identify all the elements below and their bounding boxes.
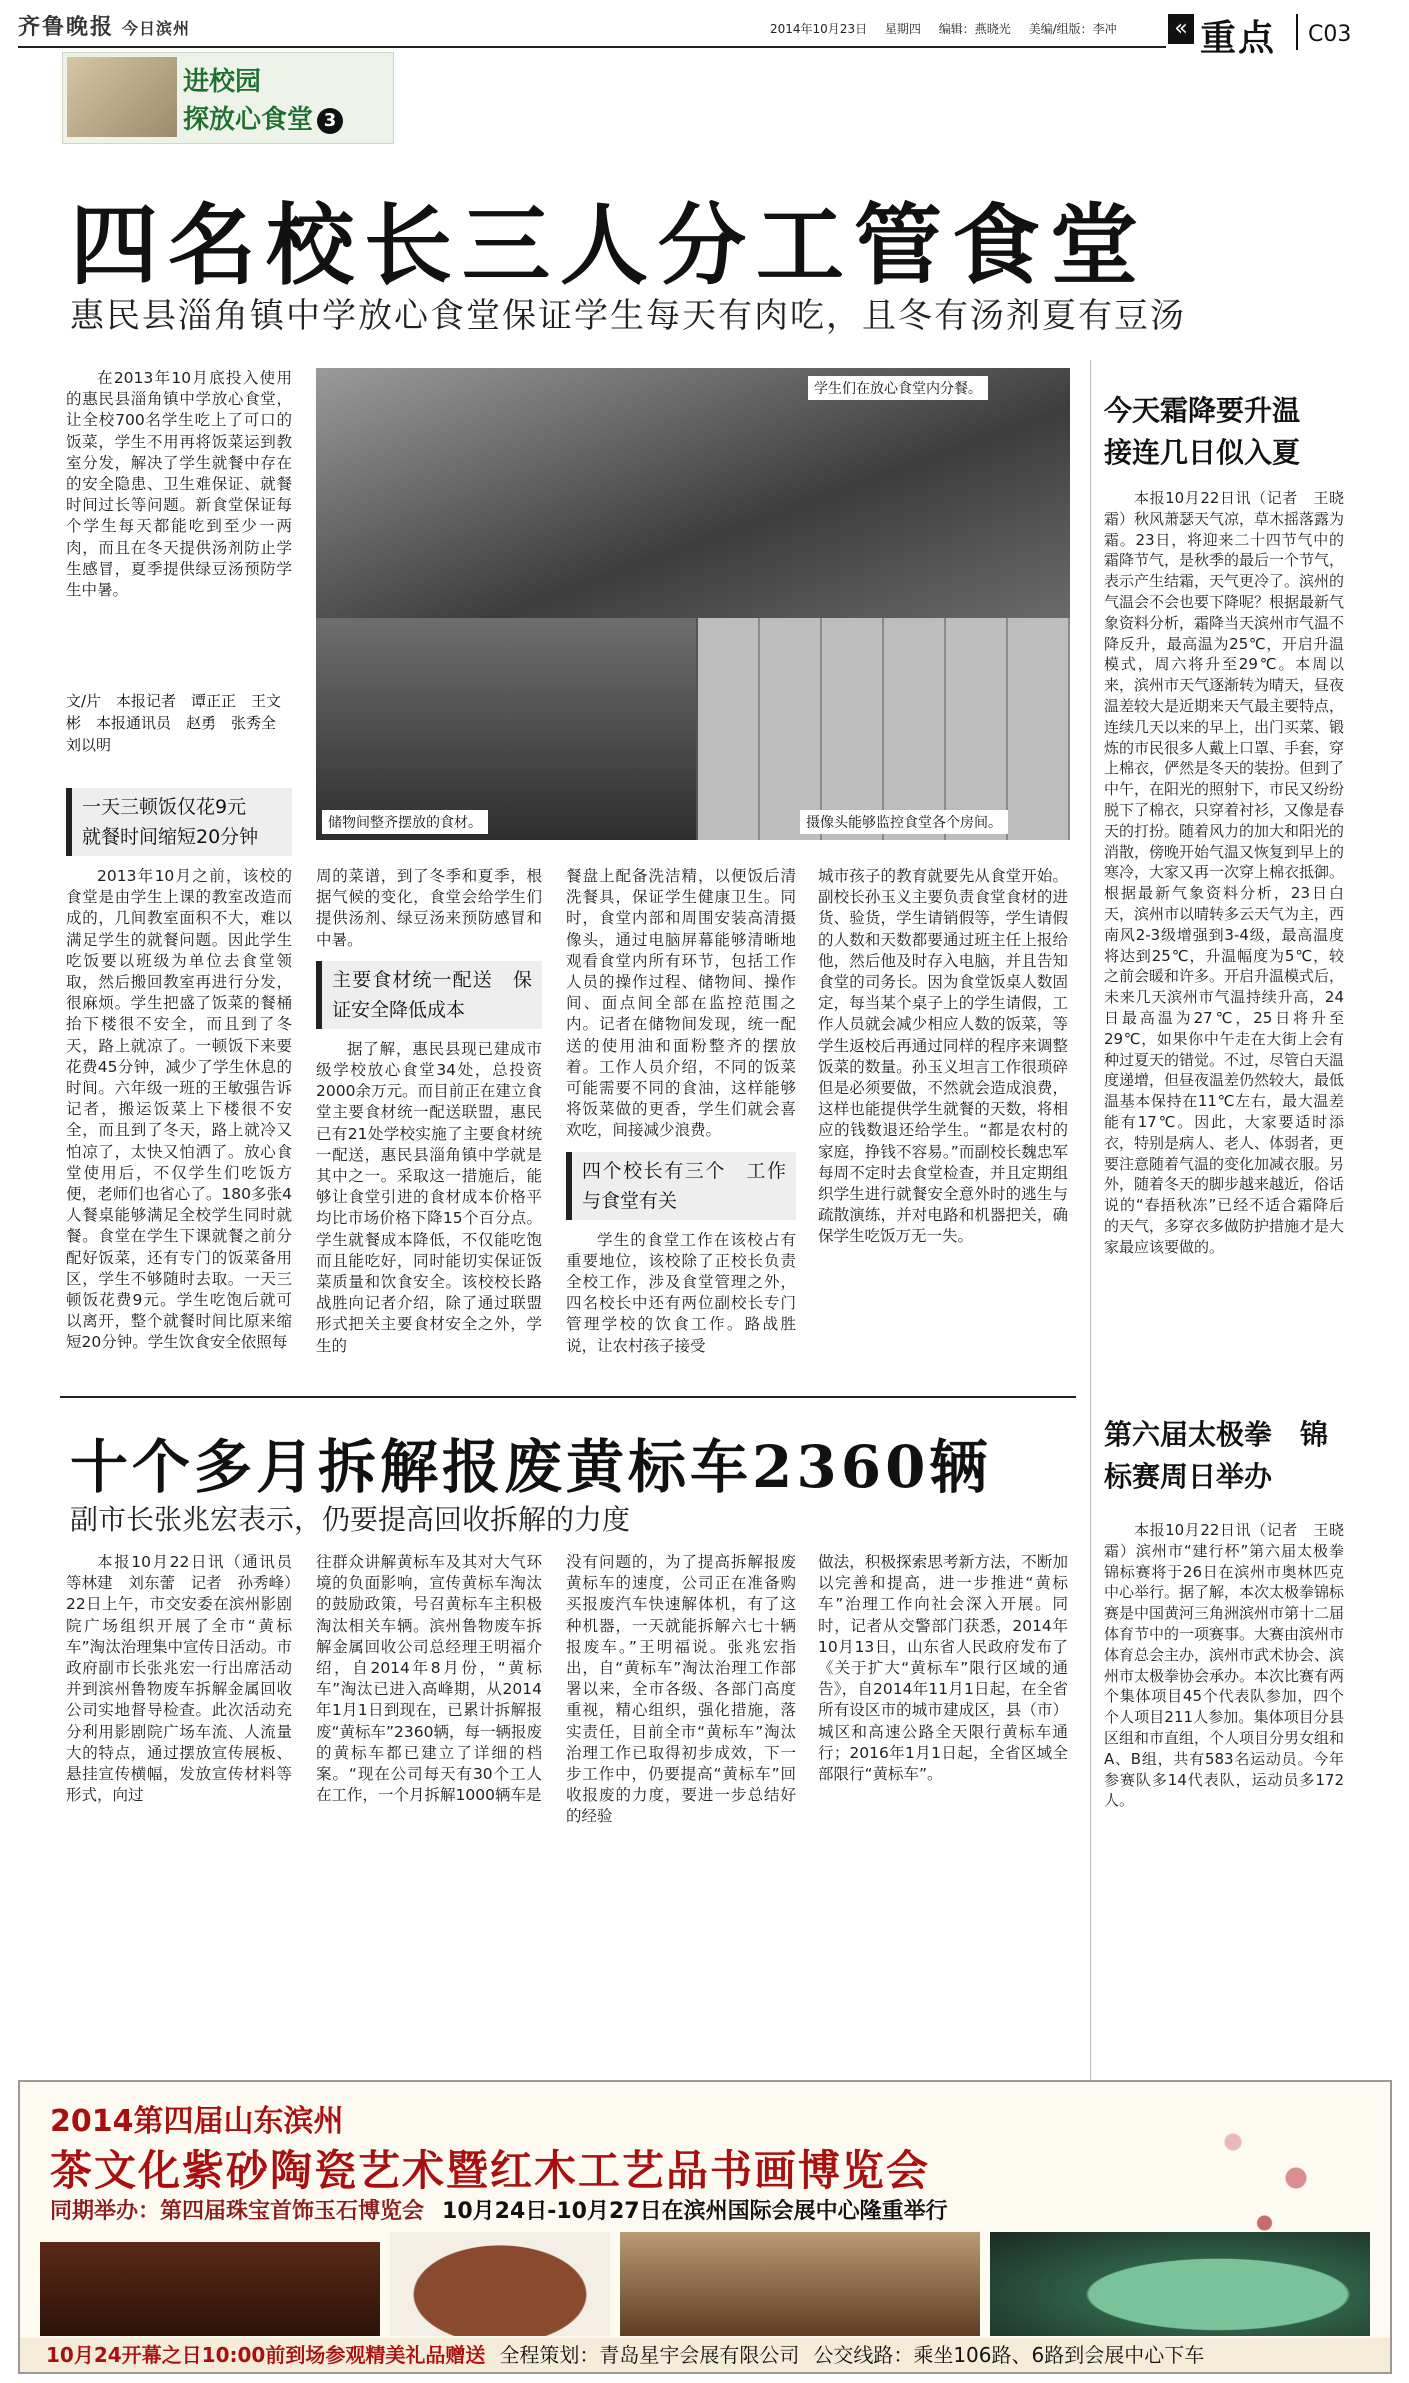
story-divider bbox=[60, 1396, 1076, 1398]
story2-col3 bbox=[566, 1552, 796, 1828]
ad-dates: 10月24日-10月27日在滨州国际会展中心隆重举行 bbox=[442, 2199, 948, 2224]
story1-byline: 文/片 本报记者 谭正正 王文彬 本报通讯员 赵勇 张秀全 刘以明 bbox=[66, 692, 292, 754]
story1-headline: 四名校长三人分工管食堂 bbox=[70, 193, 1149, 297]
series-badge bbox=[62, 52, 394, 144]
story2-headline: 十个多月拆解报废黄标车2360辆 bbox=[70, 1433, 992, 1501]
series-photo bbox=[67, 57, 177, 137]
series-title-line2 bbox=[183, 99, 343, 136]
expo-advertisement bbox=[18, 2080, 1392, 2374]
series-title-line1: 进校园 bbox=[183, 67, 262, 97]
story1-photo bbox=[316, 368, 1070, 840]
story2-col2 bbox=[316, 1552, 542, 1806]
story1-col2-text: 周的菜谱，到了冬季和夏季，根据气候的变化，食堂会给学生们提供汤剂、绿豆汤来预防感冒和中暑。 bbox=[316, 867, 542, 949]
story1-subhead: 惠民县淄角镇中学放心食堂保证学生每天有肉吃，且冬有汤剂夏有豆汤 bbox=[70, 296, 1186, 336]
story1-col4 bbox=[818, 866, 1068, 1248]
issue-weekday: 星期四 bbox=[884, 22, 921, 36]
ad-teapot-photo bbox=[390, 2232, 610, 2336]
story1-lead bbox=[66, 368, 292, 601]
story2-col2-text: 往群众讲解黄标车及其对大气环境的负面影响，宣传黄标车淘汰的鼓励政策，号召黄标车主积极淘汰相关车辆。滨州鲁物废车拆解金属回收公司总经理王明福介绍，自2014年8月份，“黄标车”淘汰已进入高峰期，从2014年1月1日到现在，已累计拆解报废“黄标车”2360辆，每一辆报废的黄标车都已建立了详细的档案。“现在公司每天有30个工人在工作，一个月拆解1000辆车是 bbox=[316, 1553, 543, 1805]
ad-planner: 全程策划：青岛星宇会展有限公司 bbox=[499, 2343, 800, 2367]
story2-col4-text: 做法，积极探索思考新方法，不断加以完善和提高，进一步推进“黄标车”治理工作向社会深入开展。同时，记者从交警部门获悉，2014年10月13日，山东省人民政府发布了《关于扩大“黄标车”限行区域的通告》，自2014年11月1日起，在全省所有设区市的城市建成区，县（市）城区和高速公路全天限行黄标车通行；2016年1月1日起，全省区域全部限行“黄标车”。 bbox=[818, 1553, 1068, 1784]
header-rule bbox=[18, 46, 1166, 48]
series-title-text: 探放心食堂 bbox=[183, 105, 314, 135]
right1-body bbox=[1104, 488, 1344, 1257]
right1-body-text: 本报10月22日讯（记者 王晓霜）秋风萧瑟天气凉，草木摇落露为霜。23日，将迎来二十四节气中的霜降节气，是秋季的最后一个节气，表示产生结霜，天气更冷了。滨州的气温会不会也要下降呢？根据最新气象资料分析，霜降当天滨州市气温不降反升，最高温为25℃，开启升温模式，周六将升至29℃。本周以来，滨州市天气逐渐转为晴天，昼夜温差较大是近期来天气最主要特点，连续几天以来的早上，出门买菜、锻炼的市民很多人戴上口罩、手套，穿上棉衣，俨然是冬天的装扮。但到了中午，在阳光的照射下，市民又纷纷脱下了棉衣，只穿着衬衫，又像是春天的打扮。随着风力的加大和阳光的消散，傍晚开始气温又恢复到早上的寒冷，大家又再一次穿上棉衣抵御。根据最新气象资料分析，23日白天，滨州市以晴转多云天气为主，西南风2-3级增强到3-4级，最高温度将达到25℃，升温幅度为5℃，较之前会暖和许多。开启升温模式后，未来几天滨州市气温持续升高，24日最高温为27℃，25日将升至29℃，如果你中午走在大街上会有种过夏天的错觉。不过，尽管白天温度递增，但昼夜温差仍然较大，最低温基本保持在11℃左右，最大温差能有17℃。因此，大家要适时添衣，特别是病人、老人、体弱者，更要注意随着气温的变化加减衣服。另外，随着冬天的脚步越来越近，俗话说的“春捂秋冻”已经不适合霜降后的天气，多穿衣多做防护措施才是大家最应该要做的。 bbox=[1104, 489, 1345, 1256]
story1-col2b-text: 据了解，惠民县现已建成市级学校放心食堂34处，总投资2000余万元。而目前正在建立食堂主要食材统一配送联盟，惠民已有21处学校实施了主要食材统一配送，惠民县淄角镇中学就是其中之一。采取这一措施后，能够让食堂引进的食材成本价格平均比市场价格下降15个百分点。学生就餐成本降低，不仅能吃饱而且能吃好，同时能切实保证饭菜质量和饮食安全。该校校长路战胜向记者介绍，除了通过联盟形式把关主要食材安全之外，学生的 bbox=[316, 1039, 542, 1355]
story2-col4 bbox=[818, 1552, 1068, 1785]
story1-col2 bbox=[316, 866, 542, 1357]
editor-credit: 编辑：燕晓光 bbox=[938, 22, 1011, 36]
box2-heading: 主要食材统一配送 保证安全降低成本 bbox=[316, 961, 542, 1029]
story1-col1-text: 2013年10月之前，该校的食堂是由学生上课的教室改造而成的，几间教室面积不大，难以满足学生的就餐问题。因此学生吃饭要以班级为单位去食堂领取，然后搬回教室再进行分发，很麻烦。学生把盛了饭菜的餐桶抬下楼很不安全，而且到了冬天，路上就凉了。一顿饭下来要花费45分钟，减少了学生休息的时间。六年级一班的王敏强告诉记者，搬运饭菜上下楼很不安全，而且到了冬天，路上就冷又怕凉了，太快又怕洒了。放心食堂使用后，不仅学生们吃饭方便，老师们也省心了。180多张4人餐桌能够满足全校学生同时就餐。食堂在学生下课就餐之前分配好饭菜，还有专门的饭菜备用区，学生不够随时去取。一天三顿饭花费9元。学生吃饱后就可以离开，整个就餐时间比原来缩短20分钟。学生饮食安全依照每 bbox=[66, 867, 292, 1352]
story1-col4-text: 城市孩子的教育就要先从食堂开始。副校长孙玉义主要负责食堂食材的进货、验货，学生请销假等，学生请假的人数和天数都要通过班主任上报给他，然后他及时存入电脑，并且告知食堂的司务长。因为食堂饭桌人数固定，每当某个桌子上的学生请假，工作人员就会减少相应人数的饭菜，等学生返校后再通过同样的程序来调整饭菜的数量。孙玉义坦言工作很琐碎但是必须要做，不然就会造成浪费，这样也能提供学生就餐的天数，将相应的钱数退还给学生。“都是农村的家庭，挣钱不容易。”而副校长魏忠军每周不定时去食堂检查，并且定期组织学生进行就餐安全意外时的逃生与疏散演练，并对电路和机器把关，确保学生吃饭万无一失。 bbox=[818, 867, 1068, 1246]
story2-col1-text: 本报10月22日讯（通讯员 等林建 刘东蕾 记者 孙秀峰）22日上午，市交安委在滨州影剧院广场组织开展了全市“黄标车”淘汰治理集中宣传日活动。市政府副市长张兆宏一行出席活动并到滨州鲁物废车拆解金属回收公司实地督导检查。此次活动充分利用影剧院广场车流、人流量大的特点，通过摆放宣传展板、悬挂宣传横幅，发放宣传材料等形式，向过 bbox=[66, 1553, 308, 1805]
right-column-rule bbox=[1090, 360, 1091, 2120]
design-credit: 美编/组版：李冲 bbox=[1028, 22, 1117, 36]
photo-caption-right: 摄像头能够监控食堂各个房间。 bbox=[800, 810, 1008, 834]
section-title: 重点 bbox=[1200, 18, 1277, 59]
story2-col3-text: 没有问题的，为了提高拆解报废黄标车的速度，公司正在准备购买报废汽车快速解体机，有了这种机器，一天就能拆解六七十辆报废车。”王明福说。张兆宏指出，自“黄标车”淘汰治理工作部署以来，全市各级、各部门高度重视，精心组织，强化措施，落实责任，目前全市“黄标车”淘汰治理工作已取得初步成效，下一步工作中，仍要提高“黄标车”回收报废的力度，要进一步总结好的经验 bbox=[566, 1553, 796, 1826]
ad-title: 茶文化紫砂陶瓷艺术暨红木工艺品书画博览会 bbox=[50, 2146, 931, 2195]
story2-col1 bbox=[66, 1552, 308, 1806]
ad-bus-route: 公交线路：乘坐106路、6路到会展中心下车 bbox=[813, 2343, 1205, 2367]
section-divider bbox=[1296, 14, 1298, 50]
ad-edition-line: 2014第四届山东滨州 bbox=[50, 2104, 344, 2139]
ad-jade-photo bbox=[990, 2232, 1370, 2336]
edition-name: 今日滨州 bbox=[122, 19, 191, 38]
ad-concurrent-label: 同期举办：第四届珠宝首饰玉石博览会 bbox=[50, 2199, 425, 2224]
ad-wood-furniture-photo bbox=[620, 2232, 980, 2336]
ad-concurrent-line bbox=[50, 2194, 948, 2225]
story2-subhead: 副市长张兆宏表示，仍要提高回收拆解的力度 bbox=[70, 1503, 631, 1536]
photo-caption-left: 储物间整齐摆放的食材。 bbox=[322, 810, 488, 834]
masthead bbox=[18, 10, 190, 41]
photo-storage bbox=[316, 618, 696, 840]
photo-cctv bbox=[698, 618, 1070, 840]
story1-col3b-text: 学生的食堂工作在该校占有重要地位，该校除了正校长负责全校工作，涉及食堂管理之外，四名校长中还有两位副校长专门管理学校的饮食工作。路战胜说，让农村孩子接受 bbox=[566, 1230, 796, 1355]
right2-body-text: 本报10月22日讯（记者 王晓霜）滨州市“建行杯”第六届太极拳锦标赛将于26日在滨州市奥林匹克中心举行。据了解，本次太极拳锦标赛是中国黄河三角洲滨州市第十二届体育节中的一项赛事。大赛由滨州市体育总会主办，滨州市武术协会、滨州市太极拳协会承办。本次比赛有两个集体项目45个代表队参加，四个个人项目211人参加。集体项目分县区组和市直组，个人项目分男女组和A、B组，共有583名运动员。今年参赛队多14代表队，运动员多172人。 bbox=[1104, 1521, 1345, 1810]
story1-box1 bbox=[66, 788, 292, 856]
ad-promo: 10月24开幕之日10:00前到场参观精美礼品赠送 bbox=[46, 2343, 486, 2367]
story1-col3-text: 餐盘上配备洗洁精，以便饭后清洗餐具，保证学生健康卫生。同时，食堂内部和周围安装高清摄像头，通过电脑屏幕能够清晰地观看食堂内所有环节，包括工作人员的操作过程、储物间、操作间、面点间全部在监控范围之内。记者在储物间发现，统一配送的使用油和面粉整齐的摆放着。工作人员介绍，不同的饭菜可能需要不同的食油，这样能够将饭菜做的更香，学生们就会喜欢吃，间接减少浪费。 bbox=[566, 867, 796, 1140]
ad-furniture-photo bbox=[40, 2242, 380, 2336]
header-meta bbox=[770, 20, 1131, 37]
photo-caption-top: 学生们在放心食堂内分餐。 bbox=[808, 376, 988, 400]
story1-col1 bbox=[66, 866, 292, 1354]
ad-footer bbox=[20, 2338, 1390, 2372]
right2-body bbox=[1104, 1520, 1344, 1811]
box3-heading: 四个校长有三个 工作与食堂有关 bbox=[566, 1152, 796, 1220]
photo-canteen bbox=[316, 368, 1070, 618]
masthead-name: 齐鲁晚报 bbox=[18, 14, 115, 40]
story1-lead-text: 在2013年10月底投入使用的惠民县淄角镇中学放心食堂，让全校700名学生吃上了可口的饭菜，学生不用再将饭菜运到教室分发，解决了学生就餐中存在的安全隐患、卫生难保证、就餐时间过长等问题。新食堂保证每个学生每天都能吃到至少一两肉，而且在冬天提供汤剂防止学生感冒，夏季提供绿豆汤预防学生中暑。 bbox=[66, 369, 292, 600]
series-number: 3 bbox=[317, 108, 343, 134]
right1-headline: 今天霜降要升温 接连几日似入夏 bbox=[1104, 394, 1329, 469]
right2-headline: 第六届太极拳 锦标赛周日举办 bbox=[1104, 1418, 1329, 1493]
section-arrow-icon: « bbox=[1168, 14, 1194, 44]
issue-date: 2014年10月23日 bbox=[770, 22, 868, 36]
page-number: C03 bbox=[1308, 22, 1352, 47]
box1-heading: 一天三顿饭仅花9元 就餐时间缩短20分钟 bbox=[66, 788, 292, 856]
story1-col3 bbox=[566, 866, 796, 1357]
